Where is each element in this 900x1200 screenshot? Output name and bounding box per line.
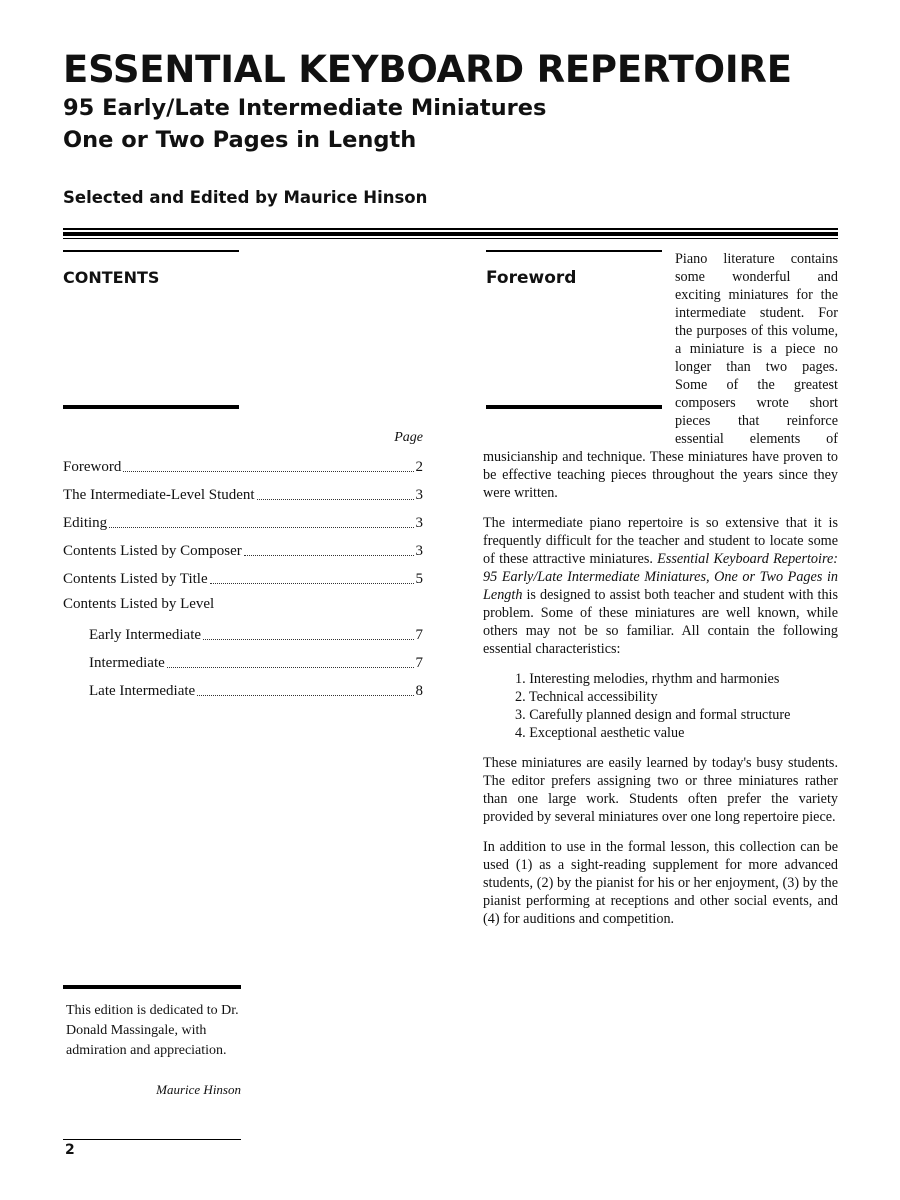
toc-entry-page: 7 (415, 655, 423, 671)
book-title: ESSENTIAL KEYBOARD REPERTOIRE (63, 48, 792, 91)
toc-entry-page: 5 (415, 571, 423, 587)
contents-rule-bottom (63, 405, 239, 409)
foreword-paragraph-1: Piano literature contains some wonderful and exciting miniatures for the intermediate student. For the purposes of this volume, a miniature is a piece no longer than two pages. Some of the greatest composers wrote short pieces that reinforce essential elements of musicianship and technique. These miniatures have proven to be effective teaching pieces throughout the years since they were written. (483, 251, 838, 501)
dot-leader (244, 555, 414, 556)
toc-entry-foreword[interactable] (63, 456, 423, 476)
foreword-paragraph-2 (483, 514, 838, 658)
toc-entry-intermediate-level-student[interactable] (63, 484, 423, 504)
foreword-heading: Foreword (486, 268, 577, 288)
dot-leader (123, 471, 413, 472)
toc-entry-title: Foreword (63, 459, 122, 475)
book-title-italic: Essential Keyboard Repertoire: 95 Early/Late Intermediate Miniatures, One or Two Pages in Length (483, 551, 838, 603)
toc-entry-title: Early Intermediate (89, 627, 202, 643)
toc-entry-early-intermediate[interactable] (89, 624, 423, 644)
foreword-paragraph-4: In addition to use in the formal lesson, this collection can be used (1) as a sight-reading supplement for more advanced students, (2) by the pianist for his or her enjoyment, (3) by the pianist performing at receptions and other social events, and (4) for auditions and competition. (483, 839, 838, 927)
page-number: 2 (65, 1142, 75, 1158)
toc-entry-page: 8 (415, 683, 423, 699)
dot-leader (203, 639, 413, 640)
list-item: 1. Interesting melodies, rhythm and harmonies (515, 671, 780, 687)
dot-leader (257, 499, 414, 500)
toc-entry-page: 3 (415, 543, 423, 559)
toc-entry-by-composer[interactable] (63, 540, 423, 560)
header-rule-thin-bottom (63, 238, 838, 239)
contents-rule-top (63, 250, 239, 252)
list-item: 4. Exceptional aesthetic value (515, 725, 685, 741)
dot-leader (210, 583, 414, 584)
foreword-heading-spacer (483, 250, 675, 445)
subtitle-line-2: One or Two Pages in Length (63, 127, 417, 153)
toc-entry-title: Late Intermediate (89, 683, 196, 699)
toc-entry-title: Contents Listed by Title (63, 571, 208, 587)
toc-entry-by-title[interactable] (63, 568, 423, 588)
list-item: 2. Technical accessibility (515, 689, 658, 705)
toc-entry-title: Intermediate (89, 655, 165, 671)
toc-entry-page: 3 (415, 515, 423, 531)
page-column-label: Page (394, 430, 423, 445)
header-rule-thick (63, 232, 838, 236)
editor-credit: Selected and Edited by Maurice Hinson (63, 188, 428, 207)
toc-entry-page: 7 (415, 627, 423, 643)
dot-leader (197, 695, 413, 696)
toc-entry-page: 3 (415, 487, 423, 503)
subtitle-line-1: 95 Early/Late Intermediate Miniatures (63, 95, 547, 121)
foreword-paragraph-2-end: is designed to assist both teacher and student with this problem. Some of these miniatures are well known, while others may not be so familiar. All contain the following essential characteristics: (483, 587, 838, 657)
contents-heading: CONTENTS (63, 268, 160, 287)
dot-leader (109, 527, 413, 528)
toc-entry-editing[interactable] (63, 512, 423, 532)
dedication-signature: Maurice Hinson (156, 1082, 241, 1097)
toc-entry-title: Contents Listed by Composer (63, 543, 242, 559)
toc-entry-late-intermediate[interactable] (89, 680, 423, 700)
foreword-paragraph-2-start: The intermediate piano repertoire is so extensive that it is frequently difficult for the teacher and student to locate some of these attractive miniatures. (483, 515, 838, 567)
dedication-rule-top (63, 985, 241, 989)
toc-entry-title: The Intermediate-Level Student (63, 487, 255, 503)
header-rule-thin-top (63, 228, 838, 230)
toc-entry-title: Editing (63, 515, 108, 531)
foreword-paragraph-3: These miniatures are easily learned by today's busy students. The editor prefers assigning two or three miniatures rather than one large work. Students often prefer the variety provided by several miniatures over one long repertoire piece. (483, 755, 838, 825)
toc-entry-intermediate[interactable] (89, 652, 423, 672)
characteristics-list (483, 670, 838, 742)
toc-level-heading: Contents Listed by Level (63, 596, 215, 612)
dedication-text: This edition is dedicated to Dr. Donald Massingale, with admiration and appreciation. (66, 1003, 239, 1058)
list-item: 3. Carefully planned design and formal structure (515, 707, 791, 723)
dot-leader (167, 667, 414, 668)
toc-entry-page: 2 (415, 459, 423, 475)
foreword-body (483, 250, 838, 940)
footer-rule (63, 1139, 241, 1140)
